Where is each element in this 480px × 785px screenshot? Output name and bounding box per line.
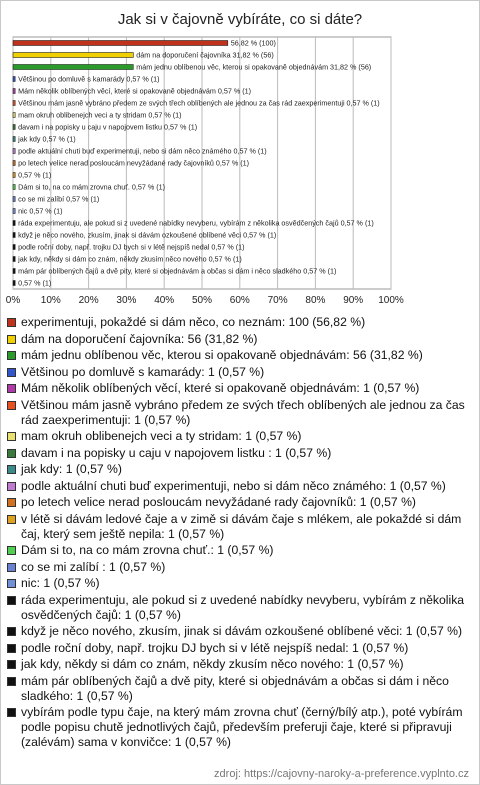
bar-label: nic 0,57 % (1) bbox=[18, 206, 63, 216]
x-tick-label: 40% bbox=[154, 295, 175, 306]
chart-title: Jak si v čajovně vybíráte, co si dáte? bbox=[117, 11, 363, 28]
legend-swatch bbox=[7, 498, 16, 507]
bar bbox=[13, 161, 15, 166]
x-tick-label: 90% bbox=[343, 295, 364, 306]
legend-item bbox=[7, 398, 471, 428]
legend-swatch bbox=[7, 449, 16, 458]
legend-item bbox=[7, 624, 471, 639]
bar bbox=[13, 173, 15, 178]
legend-label: Mám několik oblíbených věcí, které si opakovaně objednávám: 1 (0,57 %) bbox=[21, 381, 420, 395]
legend-label: jak kdy, někdy si dám co znám, někdy zkusím něco nového: 1 (0,57 %) bbox=[21, 657, 404, 671]
legend-item bbox=[7, 332, 471, 347]
legend-label: vybírám podle typu čaje, na který mám zrovna chuť (černý/bílý atp.), poté vybírám podle popisu chutě jednotlivých čajů, především preferuji čaje, které si připravuji (zalévám) sama v konvičce: 1 (0,57 %) bbox=[21, 705, 463, 749]
bar-label: mam okruh oblibenejch veci a ty stridam 0,57 % (1) bbox=[18, 110, 182, 120]
legend-swatch bbox=[7, 644, 16, 653]
bar-label: jak kdy 0,57 % (1) bbox=[18, 134, 76, 144]
legend-swatch bbox=[7, 708, 16, 717]
legend-item bbox=[7, 479, 471, 494]
x-tick-label: 20% bbox=[78, 295, 99, 306]
legend-swatch bbox=[7, 318, 16, 327]
x-tick-label: 30% bbox=[116, 295, 137, 306]
legend-swatch bbox=[7, 465, 16, 474]
bar bbox=[13, 113, 15, 118]
bar-label: mám pár oblíbených čajů a dvě pity, které si objednávám a občas si dám i něco sladkého 0,57 % (1) bbox=[18, 266, 337, 276]
legend-item bbox=[7, 705, 471, 750]
legend-label: mám pár oblíbených čajů a dvě pity, které si objednávám a občas si dám i něco sladkého: 1 (0,57 %) bbox=[21, 673, 449, 703]
bar bbox=[13, 185, 15, 190]
legend-swatch bbox=[7, 627, 16, 636]
legend-label: v létě si dávám ledové čaje a v zimě si dávám čaje s mlékem, ale pokaždé si dám čaj, který sem ještě nepila: 1 (0,57 %) bbox=[21, 511, 462, 541]
x-tick-label: 10% bbox=[40, 295, 61, 306]
bar bbox=[13, 233, 15, 238]
bar bbox=[13, 77, 15, 82]
x-tick-label: 70% bbox=[267, 295, 288, 306]
legend-swatch bbox=[7, 660, 16, 669]
legend-label: po letech velice nerad posloucám nevyžádané rady čajovníků: 1 (0,57 %) bbox=[21, 495, 416, 509]
legend-item bbox=[7, 641, 471, 656]
bar bbox=[13, 137, 15, 142]
legend bbox=[7, 315, 471, 752]
bar-label: mám jednu oblíbenou věc, kterou si opakovaně objednávám 31,82 % (56) bbox=[136, 62, 372, 72]
x-tick-label: 100% bbox=[378, 295, 404, 306]
bar-label: když je něco nového, zkusím, jinak si dávám ozkoušené oblíbené věci 0,57 % (1) bbox=[18, 230, 277, 240]
bar bbox=[13, 125, 15, 130]
bar-label: davam i na popisky u caju v napojovem listku 0,57 % (1) bbox=[18, 122, 198, 132]
bar bbox=[13, 41, 228, 46]
legend-swatch bbox=[7, 579, 16, 588]
legend-label: jak kdy: 1 (0,57 %) bbox=[21, 462, 122, 476]
legend-item bbox=[7, 365, 471, 380]
legend-item bbox=[7, 593, 471, 623]
legend-item bbox=[7, 576, 471, 591]
legend-item bbox=[7, 674, 471, 704]
legend-item bbox=[7, 495, 471, 510]
plot-area bbox=[1, 29, 479, 309]
legend-swatch bbox=[7, 515, 16, 524]
bar bbox=[13, 257, 15, 262]
legend-label: nic: 1 (0,57 %) bbox=[21, 576, 100, 590]
x-tick-label: 60% bbox=[229, 295, 250, 306]
source-label: zdroj: https://cajovny-naroky-a-preference.vyplnto.cz bbox=[214, 768, 469, 780]
bar-label: po letech velice nerad posloucám nevyžádané rady čajovníků 0,57 % (1) bbox=[18, 158, 250, 168]
legend-label: experimentuji, pokaždé si dám něco, co neznám: 100 (56,82 %) bbox=[21, 315, 366, 329]
bar bbox=[13, 245, 15, 250]
bar bbox=[13, 53, 133, 58]
legend-label: davam i na popisky u caju v napojovem listku : 1 (0,57 %) bbox=[21, 445, 332, 460]
legend-swatch bbox=[7, 563, 16, 572]
bar-label: podle roční doby, např. trojku DJ bych si v létě nejspíš nedal 0,57 % (1) bbox=[18, 242, 245, 252]
legend-swatch bbox=[7, 432, 16, 441]
bar bbox=[13, 197, 15, 202]
bar bbox=[13, 65, 133, 70]
legend-swatch bbox=[7, 351, 16, 360]
legend-label: mám jednu oblíbenou věc, kterou si opakovaně objednávám: 56 (31,82 %) bbox=[21, 348, 423, 362]
legend-label: Většinou po domluvě s kamarády: 1 (0,57 %) bbox=[21, 364, 265, 379]
x-tick-label: 80% bbox=[305, 295, 326, 306]
legend-item bbox=[7, 429, 471, 444]
bar bbox=[13, 281, 15, 286]
x-tick-label: 0% bbox=[5, 295, 21, 306]
bar bbox=[13, 209, 15, 214]
legend-label: podle aktuální chuti buď experimentuji, nebo si dám něco známého: 1 (0,57 %) bbox=[21, 478, 446, 493]
legend-item bbox=[7, 446, 471, 461]
legend-label: Většinou mám jasně vybráno předem ze svých třech oblíbených ale jednou za čas rád zaexperimentuji: 1 (0,57 %) bbox=[21, 397, 465, 427]
bar-label: 0,57 % (1) bbox=[18, 170, 52, 180]
bar-label: Většinou po domluvě s kamarády 0,57 % (1) bbox=[18, 74, 160, 84]
legend-item bbox=[7, 315, 471, 330]
legend-item bbox=[7, 348, 471, 363]
bar-label: co se mi zalíbí 0,57 % (1) bbox=[18, 194, 100, 204]
bar bbox=[13, 269, 15, 274]
x-tick-label: 50% bbox=[191, 295, 213, 306]
legend-swatch bbox=[7, 596, 16, 605]
bar bbox=[13, 221, 15, 226]
legend-label: mam okruh oblibenejch veci a ty stridam: 1 (0,57 %) bbox=[21, 429, 302, 443]
legend-swatch bbox=[7, 482, 16, 491]
legend-swatch bbox=[7, 401, 16, 410]
bar-label: jak kdy, někdy si dám co znám, někdy zkusím něco nového 0,57 % (1) bbox=[18, 254, 242, 264]
legend-swatch bbox=[7, 335, 16, 344]
legend-item bbox=[7, 381, 471, 396]
bar bbox=[13, 101, 15, 106]
bar-label: podle aktuální chuti buď experimentuji, nebo si dám něco známého 0,57 % (1) bbox=[18, 146, 267, 156]
bar-label: Mám několik oblíbených věcí, které si opakovaně objednávám 0,57 % (1) bbox=[18, 86, 252, 96]
bar-label: 0,57 % (1) bbox=[18, 278, 52, 288]
legend-item bbox=[7, 657, 471, 672]
legend-swatch bbox=[7, 368, 16, 377]
legend-label: ráda experimentuju, ale pokud si z uvedené nabídky nevyberu, vybírám z několika osvědčených čajů: 1 (0,57 %) bbox=[21, 592, 465, 622]
bar-label: 56,82 % (100) bbox=[230, 38, 276, 48]
bar bbox=[13, 149, 15, 154]
legend-label: co se mi zalíbí : 1 (0,57 %) bbox=[21, 559, 166, 574]
legend-label: Dám si to, na co mám zrovna chuť.: 1 (0,57 %) bbox=[21, 543, 274, 557]
legend-swatch bbox=[7, 546, 16, 555]
legend-swatch bbox=[7, 384, 16, 393]
legend-item bbox=[7, 543, 471, 558]
legend-item bbox=[7, 560, 471, 575]
bar-label: ráda experimentuju, ale pokud si z uvedené nabídky nevyberu, vybírám z několika osvědčených čajů 0,57 % (1) bbox=[18, 218, 374, 228]
bar-label: dám na doporučení čajovníka 31,82 % (56) bbox=[136, 50, 274, 60]
legend-label: když je něco nového, zkusím, jinak si dávám ozkoušené oblíbené věci: 1 (0,57 %) bbox=[21, 624, 463, 638]
legend-item bbox=[7, 512, 471, 542]
legend-label: podle roční doby, např. trojku DJ bych si v létě nejspíš nedal: 1 (0,57 %) bbox=[21, 640, 409, 655]
legend-item bbox=[7, 462, 471, 477]
bar-label: Většinou mám jasně vybráno předem ze svých třech oblíbených ale jednou za čas rád zaexperimentuji 0,57 % (1) bbox=[18, 98, 380, 108]
legend-label: dám na doporučení čajovníka: 56 (31,82 %) bbox=[21, 331, 258, 346]
bar bbox=[13, 89, 15, 94]
legend-swatch bbox=[7, 677, 16, 686]
bar-label: Dám si to, na co mám zrovna chuť. 0,57 % (1) bbox=[18, 182, 166, 192]
